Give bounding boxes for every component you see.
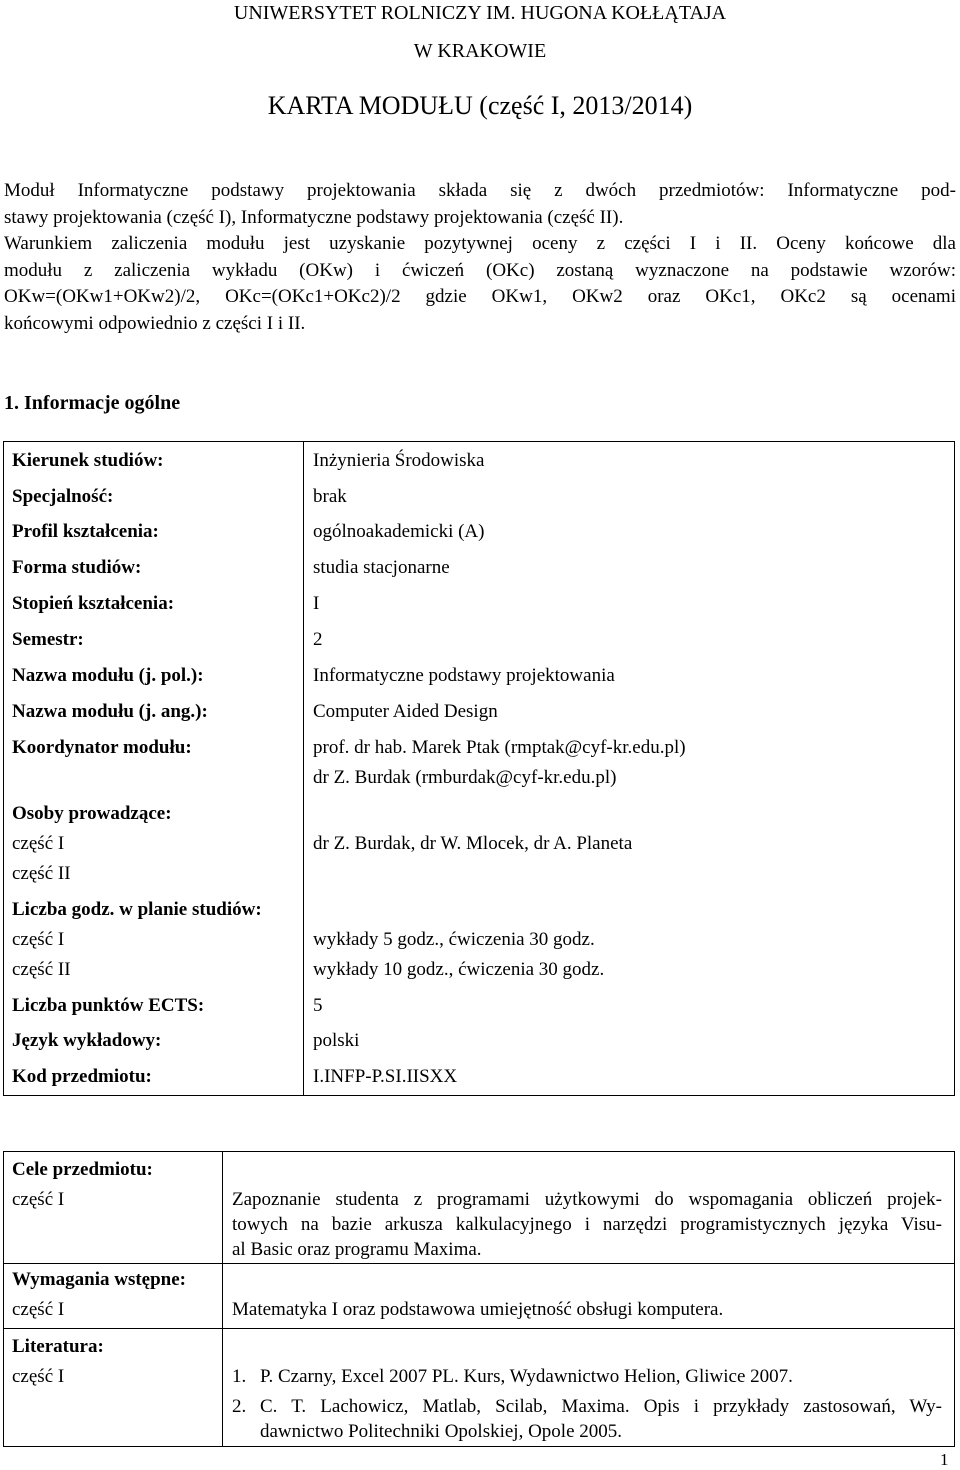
koordynator-value: prof. dr hab. Marek Ptak (rmptak@cyf-kr.edu.pl) bbox=[313, 737, 686, 758]
stopien-value: I bbox=[313, 593, 320, 614]
semestr-label: Semestr: bbox=[12, 629, 84, 650]
specjalnosc-label: Specjalność: bbox=[12, 486, 114, 507]
specjalnosc-value: brak bbox=[313, 486, 347, 507]
profil-label: Profil kształcenia: bbox=[12, 521, 159, 542]
nazwa-pol-value: Informatyczne podstawy projektowania bbox=[313, 665, 615, 686]
wymagania-value: Matematyka I oraz podstawowa umiejętność obsługi komputera. bbox=[232, 1299, 724, 1320]
kod-label: Kod przedmiotu: bbox=[12, 1066, 152, 1087]
cele-value bbox=[232, 1187, 942, 1262]
section-heading: 1. Informacje ogólne bbox=[4, 392, 181, 414]
intro-paragraph bbox=[4, 178, 956, 338]
godziny-label: Liczba godz. w planie studiów: bbox=[12, 899, 262, 920]
kod-value: I.INFP-P.SI.IISXX bbox=[313, 1066, 458, 1087]
intro-line: końcowymi odpowiednio z części I i II. bbox=[4, 312, 306, 334]
page-number: 1 bbox=[940, 1450, 949, 1469]
university-name: UNIWERSYTET ROLNICZY IM. HUGONA KOŁŁĄTAJA bbox=[233, 2, 727, 24]
ects-value: 5 bbox=[313, 995, 323, 1016]
forma-value: studia stacjonarne bbox=[313, 557, 450, 578]
forma-label: Forma studiów: bbox=[12, 557, 142, 578]
osoby-part1-value: dr Z. Burdak, dr W. Mlocek, dr A. Planeta bbox=[313, 833, 633, 854]
koordynator-label: Koordynator modułu: bbox=[12, 737, 192, 758]
semestr-value: 2 bbox=[313, 629, 323, 650]
profil-value: ogólnoakademicki (A) bbox=[313, 521, 485, 542]
jezyk-label: Język wykładowy: bbox=[12, 1030, 162, 1051]
cele-line: Zapoznanie studenta z programami użytkowymi do wspomagania obliczeń projek- bbox=[232, 1189, 942, 1210]
literature-item-text: P. Czarny, Excel 2007 PL. Kurs, Wydawnictwo Helion, Gliwice 2007. bbox=[260, 1366, 793, 1387]
intro-line: Moduł Informatyczne podstawy projektowania składa się z dwóch przedmiotów: Informatyczne pod- bbox=[4, 180, 956, 201]
cele-line: al Basic oraz programu Maxima. bbox=[232, 1239, 482, 1260]
kierunek-label: Kierunek studiów: bbox=[12, 450, 164, 471]
literature-item-number: 2. bbox=[232, 1396, 247, 1417]
godziny-part1-label: część I bbox=[12, 929, 65, 950]
cele-line: towych na bazie arkusza kalkulacyjnego i narzędzi programistycznych języka Visu- bbox=[232, 1214, 942, 1235]
course-details-table bbox=[3, 1151, 955, 1447]
osoby-part1-label: część I bbox=[12, 833, 65, 854]
wymagania-label: Wymagania wstępne: bbox=[12, 1269, 186, 1290]
literatura-label: Literatura: bbox=[12, 1336, 104, 1357]
jezyk-value: polski bbox=[313, 1030, 360, 1051]
osoby-label: Osoby prowadzące: bbox=[12, 803, 172, 824]
intro-line: modułu z zaliczenia wykładu (OKw) i ćwiczeń (OKc) zostaną wyznaczone na podstawie wzorów: bbox=[4, 259, 956, 281]
cele-label: Cele przedmiotu: bbox=[12, 1159, 153, 1180]
koordynator-value-2: dr Z. Burdak (rmburdak@cyf-kr.edu.pl) bbox=[313, 767, 617, 788]
literature-item-line: dawnictwo Politechniki Opolskiej, Opole 2005. bbox=[260, 1421, 623, 1442]
literature-item-number: 1. bbox=[232, 1366, 247, 1387]
kierunek-value: Inżynieria Środowiska bbox=[313, 450, 485, 471]
row-divider bbox=[4, 1328, 954, 1329]
column-divider bbox=[303, 442, 304, 1095]
row-divider bbox=[4, 1263, 954, 1264]
godziny-part1-value: wykłady 5 godz., ćwiczenia 30 godz. bbox=[313, 929, 595, 950]
literature-item-line: C. T. Lachowicz, Matlab, Scilab, Maxima. Opis i przykłady zastosowań, Wy- bbox=[260, 1396, 942, 1417]
stopien-label: Stopień kształcenia: bbox=[12, 593, 175, 614]
godziny-part2-value: wykłady 10 godz., ćwiczenia 30 godz. bbox=[313, 959, 605, 980]
nazwa-pol-label: Nazwa modułu (j. pol.): bbox=[12, 665, 204, 686]
nazwa-ang-value: Computer Aided Design bbox=[313, 701, 498, 722]
general-info-table bbox=[3, 441, 955, 1096]
wymagania-part-label: część I bbox=[12, 1299, 65, 1320]
page-title: KARTA MODUŁU (część I, 2013/2014) bbox=[267, 91, 693, 120]
osoby-part2-label: część II bbox=[12, 863, 71, 884]
intro-line: stawy projektowania (część I), Informatyczne podstawy projektowania (część II). bbox=[4, 206, 624, 228]
intro-line: OKw=(OKw1+OKw2)/2, OKc=(OKc1+OKc2)/2 gdzie OKw1, OKw2 oraz OKc1, OKc2 są ocenami bbox=[4, 286, 956, 308]
godziny-part2-label: część II bbox=[12, 959, 71, 980]
ects-label: Liczba punktów ECTS: bbox=[12, 995, 205, 1016]
nazwa-ang-label: Nazwa modułu (j. ang.): bbox=[12, 701, 208, 722]
literatura-part-label: część I bbox=[12, 1366, 65, 1387]
intro-line: Warunkiem zaliczenia modułu jest uzyskanie pozytywnej oceny z części I i II. Oceny końcowe dla bbox=[4, 233, 956, 255]
cele-part-label: część I bbox=[12, 1189, 65, 1210]
column-divider bbox=[222, 1152, 223, 1446]
literature-item-text bbox=[260, 1394, 942, 1444]
university-city: W KRAKOWIE bbox=[413, 40, 547, 62]
